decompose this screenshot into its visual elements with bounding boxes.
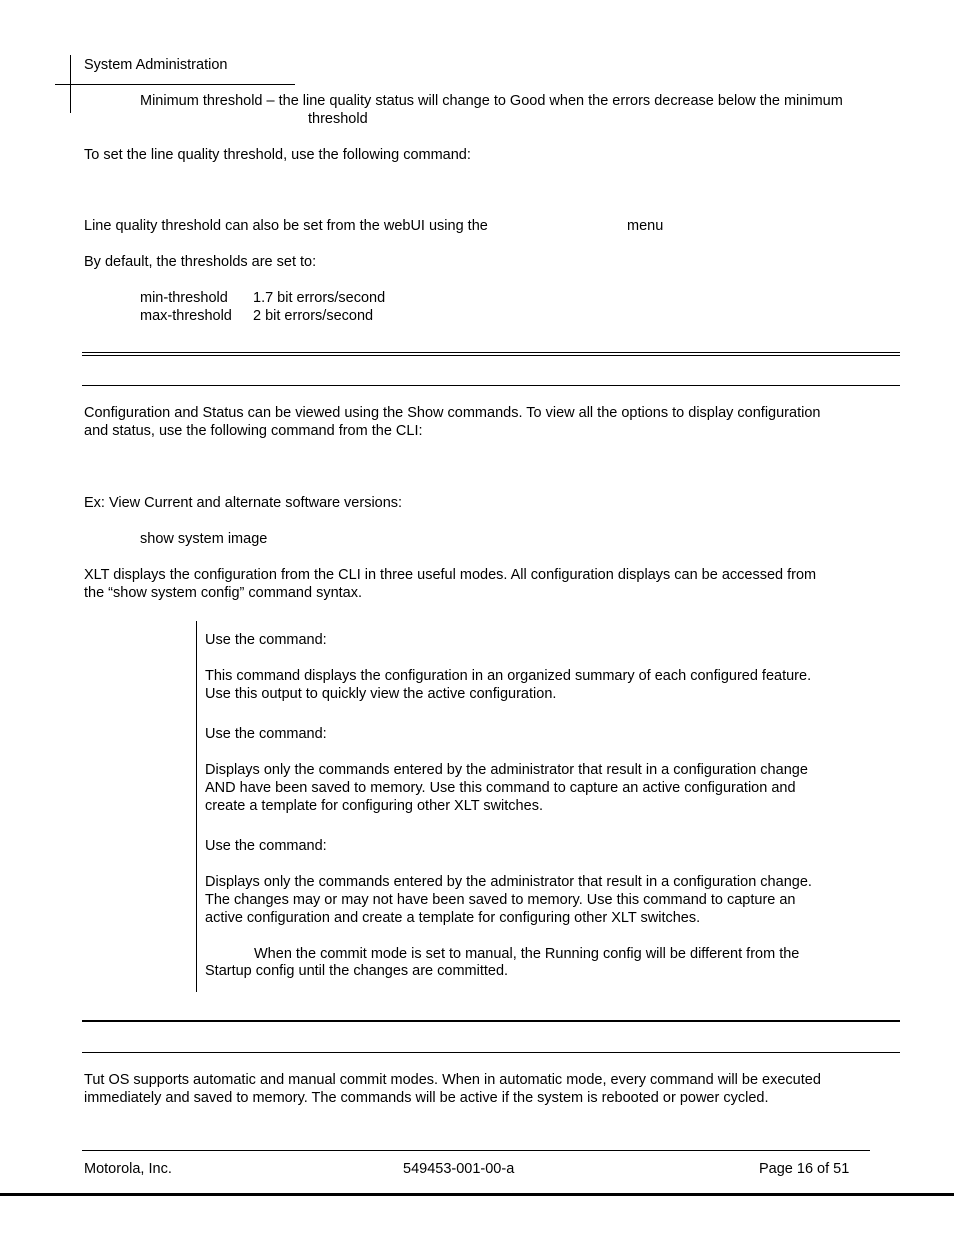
section-divider-bottom <box>82 385 900 386</box>
section-divider-top-1 <box>82 352 900 353</box>
set-threshold-intro: To set the line quality threshold, use the following command: <box>84 147 471 163</box>
block3-desc-line2: The changes may or may not have been saved to memory. Use this command to capture an <box>205 892 796 908</box>
block3-use-command: Use the command: <box>205 838 327 854</box>
example-label: Ex: View Current and alternate software versions: <box>84 495 403 511</box>
show-intro-line2: and status, use the following command from the CLI: <box>84 423 423 439</box>
webui-menu-label: menu <box>627 218 664 234</box>
header-section-title: System Administration <box>84 57 228 73</box>
section-divider-top-2 <box>82 355 900 356</box>
modes-line1: XLT displays the configuration from the CLI in three useful modes. All configuration displays can be accessed from <box>84 567 817 583</box>
block3-note-line2: Startup config until the changes are committed. <box>205 963 509 979</box>
min-threshold-description-cont: threshold <box>308 111 368 127</box>
page-bottom-rule <box>0 1193 954 1196</box>
section-divider-2-bottom <box>82 1052 900 1053</box>
block1-desc-line1: This command displays the configuration in an organized summary of each configured feature. <box>205 668 812 684</box>
block1-desc-line2: Use this output to quickly view the active configuration. <box>205 686 557 702</box>
footer-page-number: Page 16 of 51 <box>759 1161 850 1177</box>
example-command: show system image <box>140 531 268 547</box>
min-threshold-description: Minimum threshold – the line quality status will change to Good when the errors decrease below the minimum <box>140 93 843 109</box>
block2-use-command: Use the command: <box>205 726 327 742</box>
block2-desc-line3: create a template for configuring other XLT switches. <box>205 798 543 814</box>
block3-desc-line1: Displays only the commands entered by the administrator that result in a configuration change. <box>205 874 812 890</box>
footer-company: Motorola, Inc. <box>84 1161 172 1177</box>
webui-text: Line quality threshold can also be set from the webUI using the <box>84 218 488 234</box>
block3-desc-line3: active configuration and create a template for configuring other XLT switches. <box>205 910 701 926</box>
footer-rule <box>82 1150 870 1151</box>
default-min-value: 1.7 bit errors/second <box>253 290 386 306</box>
block1-use-command: Use the command: <box>205 632 327 648</box>
commit-line1: Tut OS supports automatic and manual commit modes. When in automatic mode, every command will be executed <box>84 1072 821 1088</box>
block2-desc-line1: Displays only the commands entered by the administrator that result in a configuration change <box>205 762 808 778</box>
block3-note-line1: When the commit mode is set to manual, the Running config will be different from the <box>254 946 800 962</box>
default-min-name: min-threshold <box>140 290 228 306</box>
default-max-value: 2 bit errors/second <box>253 308 374 324</box>
default-max-name: max-threshold <box>140 308 232 324</box>
commit-line2: immediately and saved to memory. The commands will be active if the system is rebooted or power cycled. <box>84 1090 769 1106</box>
modes-line2: the “show system config” command syntax. <box>84 585 363 601</box>
footer-doc-number: 549453-001-00-a <box>403 1161 515 1177</box>
section-divider-2-top <box>82 1020 900 1022</box>
header-horizontal-rule <box>55 84 295 85</box>
block2-desc-line2: AND have been saved to memory. Use this command to capture an active configuration and <box>205 780 796 796</box>
defaults-intro: By default, the thresholds are set to: <box>84 254 317 270</box>
config-table-divider <box>196 621 197 992</box>
show-intro-line1: Configuration and Status can be viewed using the Show commands. To view all the options to display configuration <box>84 405 821 421</box>
